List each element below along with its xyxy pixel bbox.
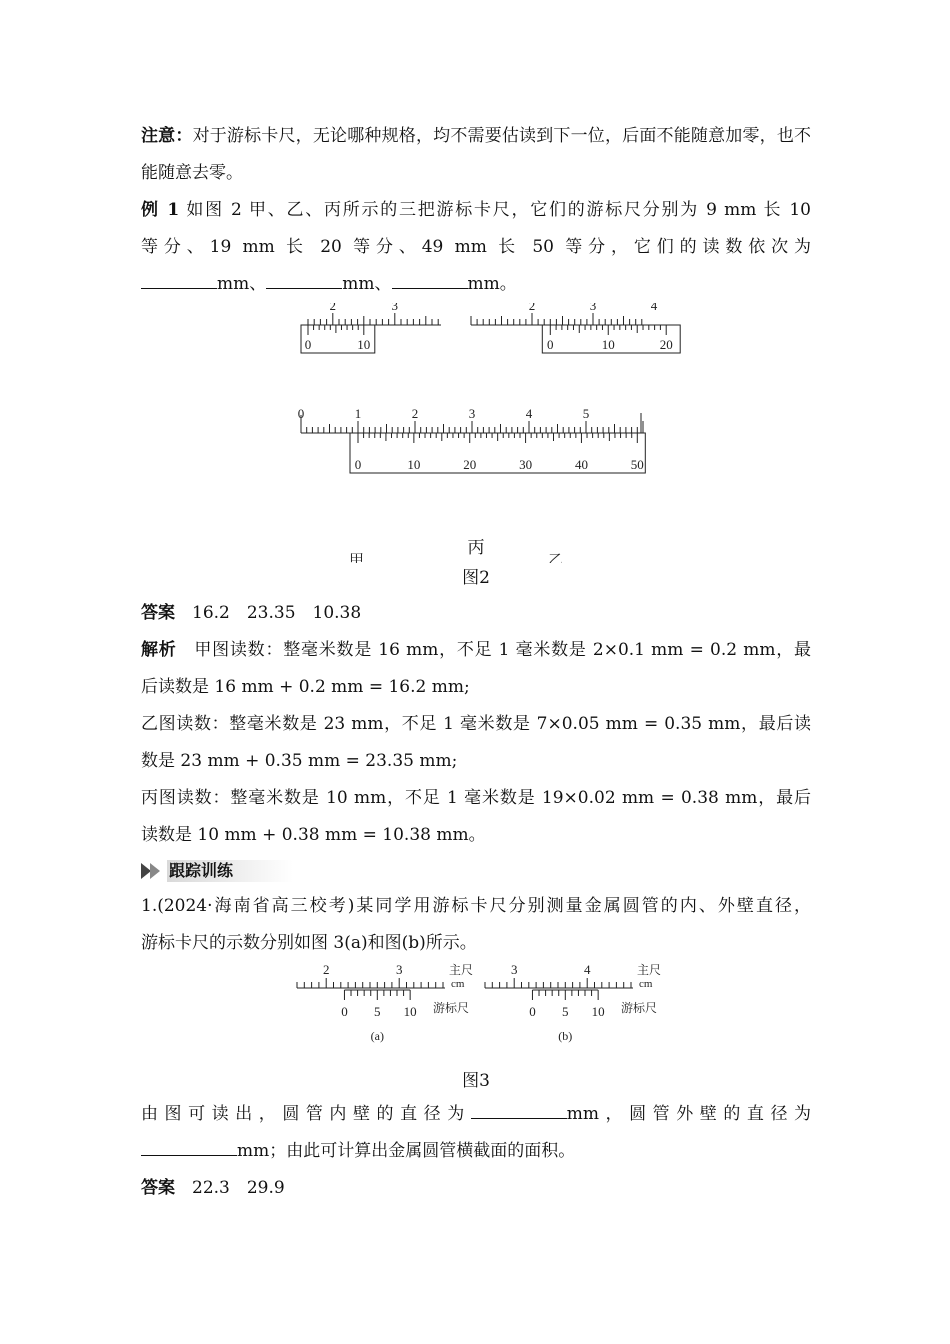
main-scale-number: 3 bbox=[468, 406, 476, 421]
main-scale-unit: cm bbox=[639, 978, 653, 990]
vernier-number: 0 bbox=[354, 457, 362, 472]
question-1-line-2: 游标卡尺的示数分别如图 3(a)和图(b)所示。 bbox=[141, 933, 477, 953]
page-content bbox=[141, 118, 811, 1207]
main-scale-number: 3 bbox=[510, 962, 518, 977]
vernier-number: 10 bbox=[357, 337, 371, 352]
main-scale-number: 2 bbox=[411, 406, 419, 421]
figure-2-caption: 图2 bbox=[462, 568, 490, 588]
figure-3-drawing bbox=[141, 962, 811, 1060]
vernier-number: 0 bbox=[547, 337, 554, 352]
main-scale-number: 4 bbox=[650, 303, 658, 313]
caliper-jia bbox=[301, 303, 441, 353]
analysis-jia-line-2: 后读数是 16 mm + 0.2 mm = 16.2 mm; bbox=[141, 677, 470, 697]
answer-blank-1[interactable] bbox=[141, 268, 217, 289]
caliper-a bbox=[297, 962, 473, 1043]
figure-3 bbox=[141, 962, 811, 1096]
label-bing: 丙 bbox=[467, 538, 485, 558]
answer-1: 答案 16.2 23.35 10.38 bbox=[141, 603, 362, 623]
vernier-number: 5 bbox=[374, 1004, 381, 1019]
sub-caption: (b) bbox=[558, 1029, 573, 1043]
main-scale-number: 1 bbox=[354, 406, 362, 421]
main-scale-number: 3 bbox=[395, 962, 403, 977]
analysis-jia-line-1: 解析 甲图读数：整毫米数是 16 mm，不足 1 毫米数是 2×0.1 mm = 0.2 mm，最 bbox=[141, 640, 812, 660]
main-scale-number: 3 bbox=[589, 303, 597, 313]
sub-caption: (a) bbox=[370, 1029, 384, 1043]
main-scale-number: 0 bbox=[297, 406, 305, 421]
example-line-3: mm、 mm、 mm。 bbox=[141, 266, 811, 303]
question-1-line-1: 1.(2024·海南省高三校考)某同学用游标卡尺分别测量金属圆管的内、外壁直径， bbox=[141, 896, 811, 916]
section-header bbox=[141, 856, 811, 886]
example-line-1: 例 1 如图 2 甲、乙、丙所示的三把游标卡尺，它们的游标尺分别为 9 mm 长 10 bbox=[141, 200, 811, 220]
caliper-b bbox=[485, 962, 661, 1043]
analysis-bing-line-1: 丙图读数：整毫米数是 10 mm，不足 1 毫米数是 19×0.02 mm = 0.38 mm，最后 bbox=[141, 788, 812, 808]
vernier-label: 游标尺 bbox=[621, 1001, 658, 1015]
question-1-fill-line-2: mm；由此可计算出金属圆管横截面的面积。 bbox=[141, 1133, 811, 1170]
figure-3-caption: 图3 bbox=[462, 1071, 490, 1091]
outer-diameter-blank[interactable] bbox=[141, 1135, 237, 1156]
section-arrow-icon bbox=[141, 863, 163, 879]
vernier-label: 游标尺 bbox=[433, 1001, 470, 1015]
analysis-yi-line-1: 乙图读数：整毫米数是 23 mm，不足 1 毫米数是 7×0.05 mm = 0.35 mm，最后读 bbox=[141, 714, 811, 734]
note-paragraph bbox=[141, 118, 811, 192]
main-scale-number: 2 bbox=[322, 962, 330, 977]
main-scale-label: 主尺 bbox=[637, 963, 662, 977]
main-scale-number: 2 bbox=[329, 303, 337, 313]
note-label: 注意： bbox=[141, 126, 193, 146]
example-label: 例 1 bbox=[141, 200, 180, 220]
vernier-number: 10 bbox=[591, 1004, 605, 1019]
vernier-number: 5 bbox=[562, 1004, 569, 1019]
main-scale-label: 主尺 bbox=[449, 963, 474, 977]
main-scale-number: 2 bbox=[528, 303, 536, 313]
vernier-number: 30 bbox=[519, 457, 533, 472]
label-jia: 甲 bbox=[349, 553, 365, 563]
vernier-number: 10 bbox=[601, 337, 615, 352]
main-scale-number: 5 bbox=[582, 406, 590, 421]
example-line-2: 等分、19 mm 长 20 等分、49 mm 长 50 等分，它们的读数依次为 bbox=[141, 237, 811, 257]
figure-2 bbox=[141, 303, 811, 595]
vernier-number: 10 bbox=[403, 1004, 417, 1019]
analysis-yi-line-2: 数是 23 mm + 0.35 mm = 23.35 mm; bbox=[141, 751, 458, 771]
figure-2-drawing bbox=[141, 303, 811, 563]
vernier-number: 40 bbox=[574, 457, 588, 472]
question-1-fill-line-1: 由图可读出，圆管内壁的直径为 mm，圆管外壁的直径为 bbox=[141, 1096, 811, 1133]
vernier-number: 50 bbox=[630, 457, 644, 472]
answer-blank-3[interactable] bbox=[392, 268, 468, 289]
main-scale-number: 3 bbox=[391, 303, 399, 313]
main-scale-unit: cm bbox=[451, 978, 465, 990]
section-title: 跟踪训练 bbox=[167, 860, 293, 882]
inner-diameter-blank[interactable] bbox=[471, 1098, 567, 1119]
vernier-number: 0 bbox=[304, 337, 312, 352]
note-text: 对于游标卡尺，无论哪种规格，均不需要估读到下一位，后面不能随意加零，也不能随意去零。 bbox=[141, 126, 812, 183]
vernier-number: 20 bbox=[463, 457, 477, 472]
vernier-number: 20 bbox=[659, 337, 673, 352]
caliper-yi bbox=[471, 303, 680, 353]
main-scale-number: 4 bbox=[583, 962, 591, 977]
answer-blank-2[interactable] bbox=[266, 268, 342, 289]
vernier-number: 0 bbox=[341, 1004, 348, 1019]
analysis-bing-line-2: 读数是 10 mm + 0.38 mm = 10.38 mm。 bbox=[141, 825, 486, 845]
label-yi: 乙 bbox=[548, 553, 564, 563]
main-scale-number: 4 bbox=[525, 406, 533, 421]
answer-2: 答案 22.3 29.9 bbox=[141, 1178, 285, 1198]
vernier-number: 10 bbox=[407, 457, 421, 472]
caliper-bing bbox=[298, 406, 646, 473]
vernier-number: 0 bbox=[529, 1004, 536, 1019]
